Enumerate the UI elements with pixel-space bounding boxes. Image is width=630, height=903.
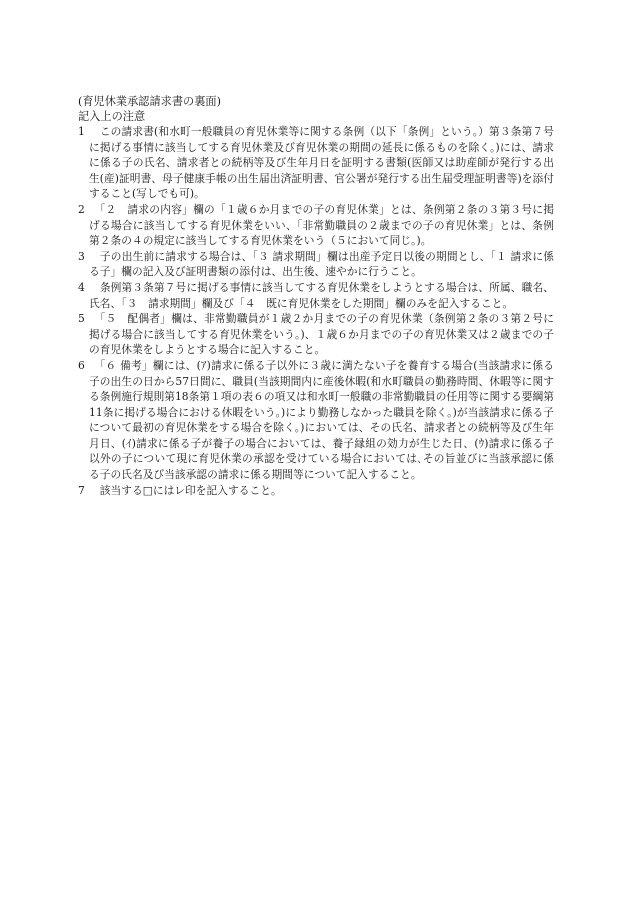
- document-subtitle: 記入上の注意: [78, 110, 146, 123]
- note-number: 2: [78, 202, 85, 216]
- note-number: 5: [78, 312, 85, 326]
- note-number: 6: [78, 358, 85, 372]
- notes-list: [78, 124, 554, 498]
- note-text: この請求書(和水町一般職員の育児休業等に関する条例（以下「条例」という。）第３条第７号に掲げる事情に該当してする育児休業及び育児休業の期間の延長に係るものを除く。)には、請求に係る子の氏名、請求者との続柄等及び生年月日を証明する書類(医師又は助産師が発行する出生(産)証明書、母子健康手帳の出生届出済証明書、官公署が発行する出生届受理証明書等)を添付すること(写しでも可)。: [89, 125, 554, 201]
- document-title: (育児休業承認請求書の裏面): [78, 95, 221, 108]
- note-text: 子の出生前に請求する場合は、「３ 請求期間」欄は出産予定日以後の期間とし、「１ 請求に係る子」欄の記入及び証明書類の添付は、出生後、速やかに行うこと。: [89, 249, 554, 279]
- note-item-4: [78, 280, 554, 311]
- note-number: 3: [78, 249, 85, 263]
- document-page: [78, 94, 554, 498]
- note-item-3: [78, 249, 554, 280]
- note-text: 「２ 請求の内容」欄の「１歳６か月までの子の育児休業」とは、条例第２条の３第３号に掲げる場合に該当してする育児休業をいい、「非常勤職員の２歳までの子の育児休業」とは、条例第２条の４の規定に該当してする育児休業をいう（５において同じ。)。: [89, 202, 554, 248]
- note-number: 7: [78, 483, 85, 497]
- note-number: 1: [78, 125, 85, 138]
- note-item-1: [78, 124, 554, 202]
- note-item-7: [78, 483, 554, 499]
- note-item-2: [78, 202, 554, 249]
- note-item-6: [78, 358, 554, 483]
- note-item-5: [78, 311, 554, 358]
- note-text: 「５ 配偶者」欄は、非常勤職員が１歳２か月までの子の育児休業（条例第２条の３第２号に掲げる場合に該当してする育児休業をいう。)、１歳６か月までの子の育児休業又は２歳までの子の育児休業をしようとする場合に記入すること。: [89, 312, 554, 357]
- note-text: 「６ 備考」欄には、(ｱ)請求に係る子以外に３歳に満たない子を養育する場合(当該請求に係る子の出生の日から57日間に、職員(当該期間内に産後休暇(和水町職員の勤務時間、休暇等に関する条例施行規則第18条第１項の表６の項又は和水町一般職の非常勤職員の任用等に関する要綱第11条に掲げる場合における休暇をいう。)により勤務しなかった職員を除く。)が当該請求に係る子について最初の育児休業をする場合を除く。)においては、その氏名、請求者との続柄等及び生年月日、(ｲ)請求に係る子が養子の場合においては、養子縁組の効力が生じた日、(ｳ)請求に係る子以外の子について現に育児休業の承認を受けている場合においては､その旨並びに当該承認に係る子の氏名及び当該承認の請求に係る期間等について記入すること。: [89, 358, 554, 482]
- note-number: 4: [78, 280, 85, 294]
- note-text: 該当する□にはレ印を記入すること。: [89, 483, 282, 497]
- note-text: 条例第３条第７号に掲げる事情に該当してする育児休業をしようとする場合は、所属、職名、氏名、「３ 請求期間」欄及び「４ 既に育児休業をした期間」欄のみを記入すること。: [89, 280, 554, 310]
